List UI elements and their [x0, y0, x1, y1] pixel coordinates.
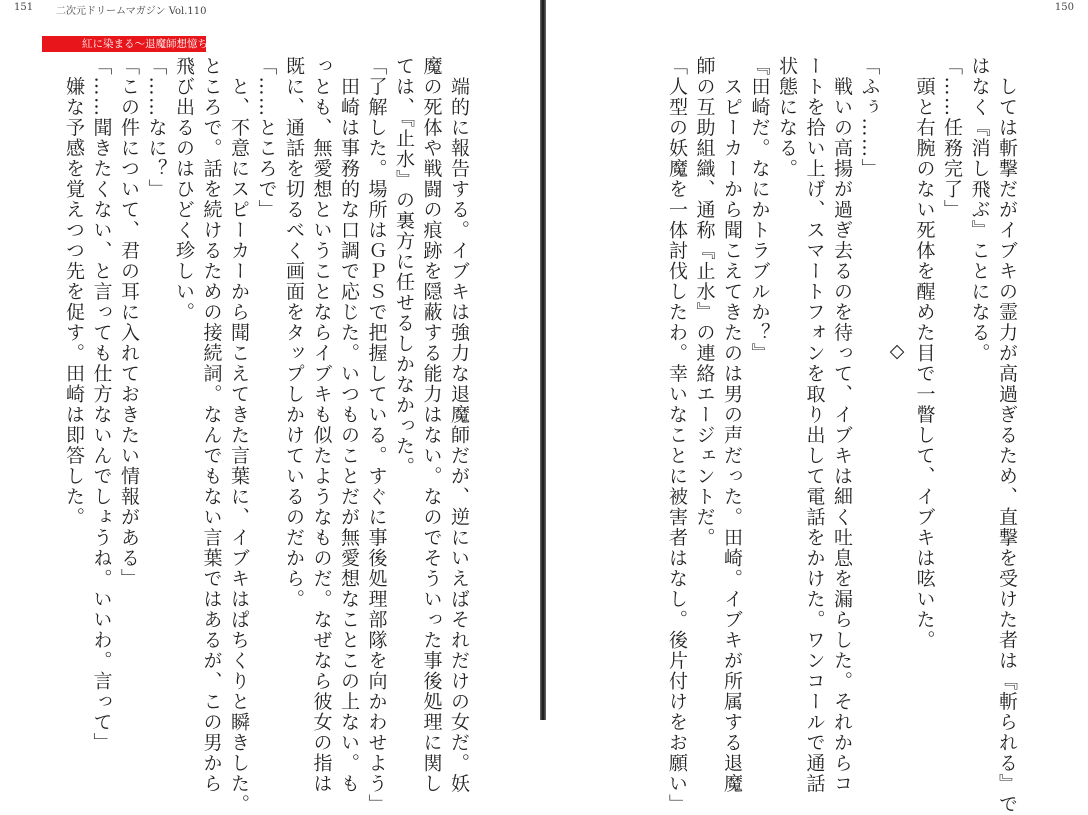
text-line: 飛び出るのはひどく珍しい。	[173, 56, 195, 323]
text-line: 「……聞きたくない、と言っても仕方ないんでしょうね。いいわ。言って」	[90, 56, 113, 753]
body-text	[600, 56, 1020, 815]
text-line: 頭と右腕のない死体を醒めた目で一瞥して、イブキは呟いた。	[913, 56, 936, 651]
text-line: 「了解した。場所はＧＰＳで把握している。すぐに事後処理部隊を向かわせよう」	[365, 56, 388, 815]
text-line: 既に、通話を切るべく画面をタップしかけているのだから。	[283, 56, 305, 610]
magazine-title: 二次元ドリームマガジン Vol.110	[56, 6, 207, 17]
text-line: ところで。話を続けるための接続詞。なんでもない言葉ではあるが、この男から	[200, 56, 223, 794]
text-line: 「人型の妖魔を一体討伐したわ。幸いなことに被害者はなし。後片付けをお願い」	[666, 56, 688, 815]
text-line: っとも、無愛想ということならイブキも似たようなものだ。なぜなら彼女の指は	[310, 56, 333, 794]
text-line: 端的に報告する。イブキは強力な退魔師だが、逆にいえばそれだけの女だ。妖	[448, 56, 470, 794]
chapter-banner: 紅に染まる～退魔師想憶ち調教～	[42, 36, 206, 52]
right-page	[546, 0, 1088, 815]
text-line: しては斬撃だがイブキの霊力が高過ぎるため、直撃を受けた者は『斬られる』で	[996, 56, 1018, 815]
text-line: 魔の死体や戦闘の痕跡を隠蔽する能力はない。なのでそういった事後処理に関し	[420, 56, 443, 794]
text-line: ては、『止水』の裏方に任せるしかなかった。	[393, 56, 415, 477]
text-line: スピーカーから聞こえてきたのは男の声だった。田崎。イブキが所属する退魔	[721, 56, 743, 794]
text-line: 「……ところで」	[255, 56, 278, 220]
text-line: 「……なに？」	[145, 56, 168, 200]
text-line: 師の互助組織、通称『止水』の連絡エージェントだ。	[693, 56, 716, 548]
left-page	[0, 0, 540, 815]
text-line: と、不意にスピーカーから聞こえてきた言葉に、イブキはぱちくりと瞬きした。	[228, 56, 250, 815]
text-line: 「ふぅ……」	[858, 56, 881, 179]
body-text	[63, 56, 472, 815]
text-line: 戦いの高揚が過ぎ去るのを待って、イブキは細く吐息を漏らした。それからコ	[831, 56, 853, 794]
text-line: 田崎は事務的な口調で応じた。いつものことだが無愛想なことこの上ない。も	[338, 56, 360, 794]
page-number: 151	[14, 2, 34, 13]
text-line: 嫌な予感を覚えつつ先を促す。田崎は即答した。	[63, 56, 85, 528]
text-line: 「この件について、君の耳に入れておきたい情報がある」	[118, 56, 140, 589]
text-line: 「……任務完了」	[941, 56, 963, 220]
text-line: 状態になる。	[776, 56, 798, 179]
scene-separator: ◇	[886, 340, 908, 362]
text-line: はなく『消し飛ぶ』ことになる。	[968, 56, 991, 364]
text-line: ートを拾い上げ、スマートフォンを取り出して電話をかけた。ワンコールで通話	[803, 56, 826, 794]
text-line: 『田崎だ。なにかトラブルか？』	[748, 56, 771, 364]
page-number: 150	[1054, 2, 1074, 13]
